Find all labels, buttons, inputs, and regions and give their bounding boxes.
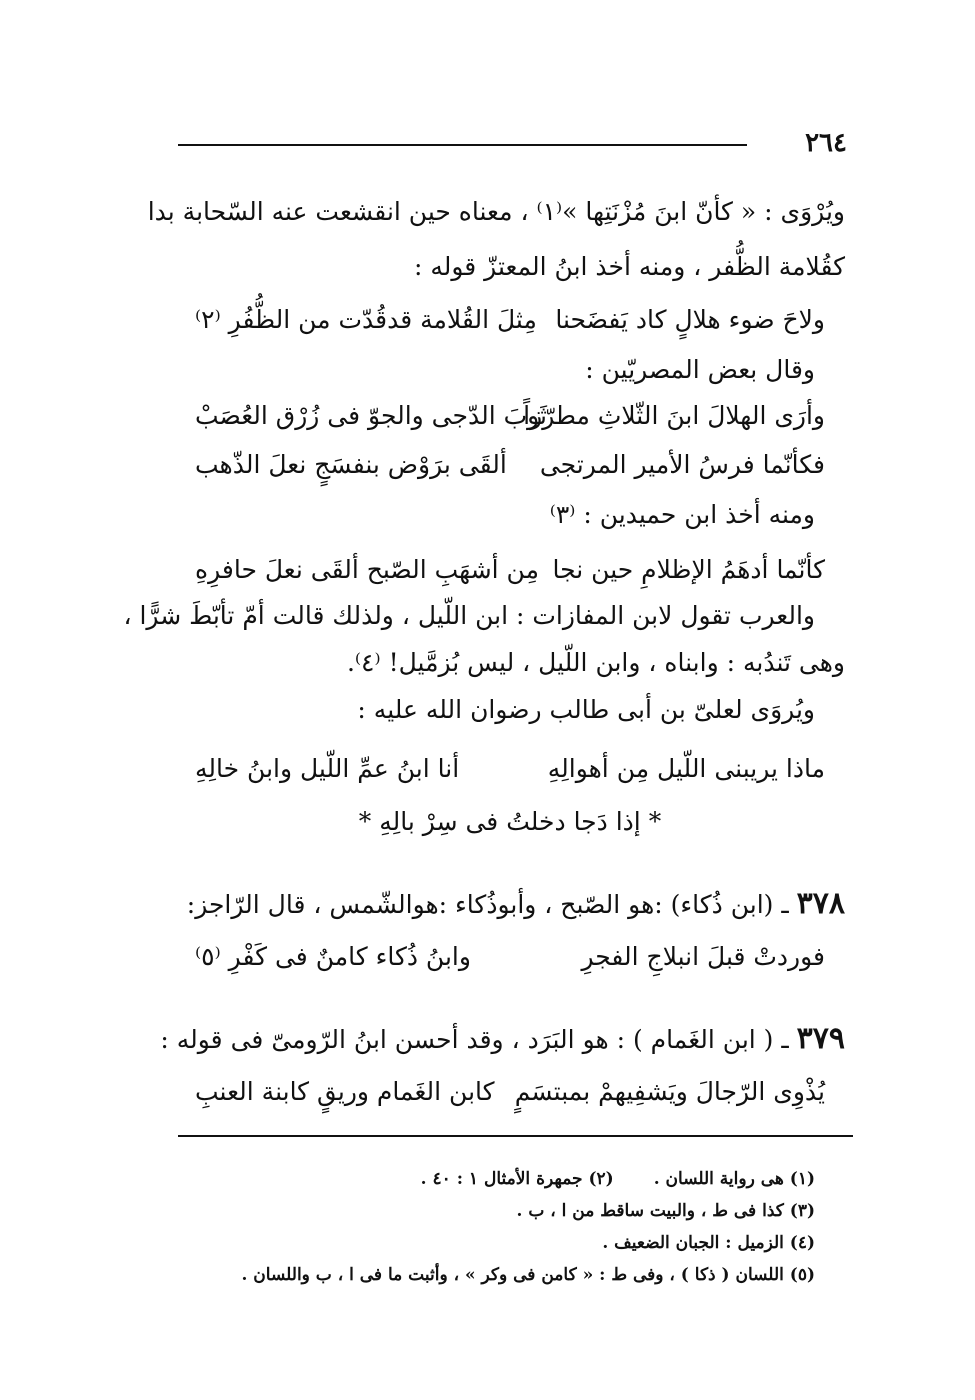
verse-6-left: وابنُ ذُكاء كامنٌ فى كَفْرِ ⁽٥⁾: [195, 942, 471, 971]
footnote-4: (٤) الزميل : الجبان الضعيف .: [602, 1233, 815, 1253]
footnote-2: (٢) جمهرة الأمثال ١ : ٤٠ .: [420, 1169, 614, 1189]
text-line-1: ويُرْوَى : « كأنّ ابنَ مُزْنَتِها »⁽١⁾ ، معناه حين انقشعت عنه السّحابة بدا: [147, 197, 845, 226]
verse-2-left: ثَوبَ الدّجى والجوّ فى زُرْق العُصَبْ: [195, 401, 547, 430]
verse-3-right: فكأنّما فرسُ الأمير المرتجى: [539, 450, 825, 479]
verse-7-right: يُذْوِى الرّجالَ ويَشفِيهمْ بمبتسَمٍ: [514, 1077, 825, 1106]
verse-3: [195, 443, 825, 487]
entry-378-number: ٣٧٨: [796, 886, 845, 921]
verse-5-right: ماذا يريبنى اللّيل مِن أهوالِهِ: [547, 754, 825, 783]
footnote-1-2: [160, 1165, 815, 1193]
header-rule: [178, 144, 747, 146]
text-line-6: وهى تَندُبه : وابناه ، وابن اللّيل ، ليس بُزمَّيل! ⁽٤⁾.: [346, 648, 845, 677]
text-line-2: كقُلامة الظُّفر ، ومنه أخذ ابنُ المعتزّ قوله :: [413, 252, 845, 281]
entry-378: [175, 882, 845, 927]
verse-5-left: أنا ابنُ عمِّ اللّيل وابنُ خالِهِ: [195, 754, 460, 783]
page-header: [178, 128, 847, 158]
entry-379-number: ٣٧٩: [796, 1021, 845, 1056]
entry-379-text: ـ ( ابن الغَمام ) : هو البَرَد ، وقد أحسن ابنُ الرّومىّ فى قوله :: [160, 1025, 797, 1054]
page-number: ٢٦٤: [805, 128, 847, 158]
entry-379: [160, 1017, 845, 1062]
footnote-rule: [178, 1135, 853, 1137]
verse-1-right: ولاحَ ضوء هلالٍ كاد يَفضَحنا: [555, 305, 825, 334]
verse-6-right: فوردتْ قبلَ انبلاجِ الفجرِ: [581, 942, 825, 971]
footnote-3: (٣) كذا فى ط ، والبيت ساقط من ا ، ب .: [516, 1201, 815, 1221]
verse-1-left: مِثلَ القُلامة قدقُدّت من الظُّفُرِ ⁽٢⁾: [195, 305, 537, 334]
verse-3-left: ألقَى برَوْض بنفسَجٍ نعلَ الذّهب: [195, 450, 507, 479]
verse-4-right: كأنّما أدهَمُ الإظلامِ حين نجا: [552, 555, 825, 584]
footnote-1: (١) هى رواية اللسان .: [653, 1169, 815, 1189]
text-line-4: ومنه أخذ ابن حميدين : ⁽٣⁾: [549, 500, 815, 529]
verse-5-center: * إذا دَجا دخلتُ فى سِرْ بالِهِ *: [358, 807, 662, 836]
verse-7-left: كابن الغَمام وريقٍ كابنة العنبِ: [195, 1077, 495, 1106]
verse-4-left: مِن أشهَبِ الصّبح ألقَى نعلَ حافرِهِ: [195, 555, 539, 584]
text-line-7: ويُروَى لعلىّ بن أبى طالب رضوان الله عليه :: [357, 695, 815, 724]
text-line-5: والعرب تقول لابن المفازات : ابن اللّيل ، ولذلك قالت أمّ تأبّطَ شرًّا ،: [123, 601, 815, 630]
verse-2-right: وأرَى الهلالَ ابنَ الثّلاثِ مطرّزاً: [523, 401, 825, 430]
text-line-3: وقال بعض المصريّين :: [585, 355, 815, 384]
verse-2: [195, 394, 825, 438]
entry-378-text: ـ (ابن ذُكاء) :هو الصّبح ، وأبوذُكاء :هوالشّمس ، قال الرّاجز:: [186, 890, 797, 919]
verse-5: [195, 747, 825, 791]
footnote-5: (٥) اللسان ( ذكا ) ، وفى ط : « كامن فى وكر » ، وأثبت ما فى ا ، ب واللسان .: [241, 1265, 815, 1285]
verse-7: [195, 1070, 825, 1114]
verse-4: [195, 548, 825, 592]
verse-6: [195, 935, 825, 979]
verse-1: [195, 298, 825, 342]
